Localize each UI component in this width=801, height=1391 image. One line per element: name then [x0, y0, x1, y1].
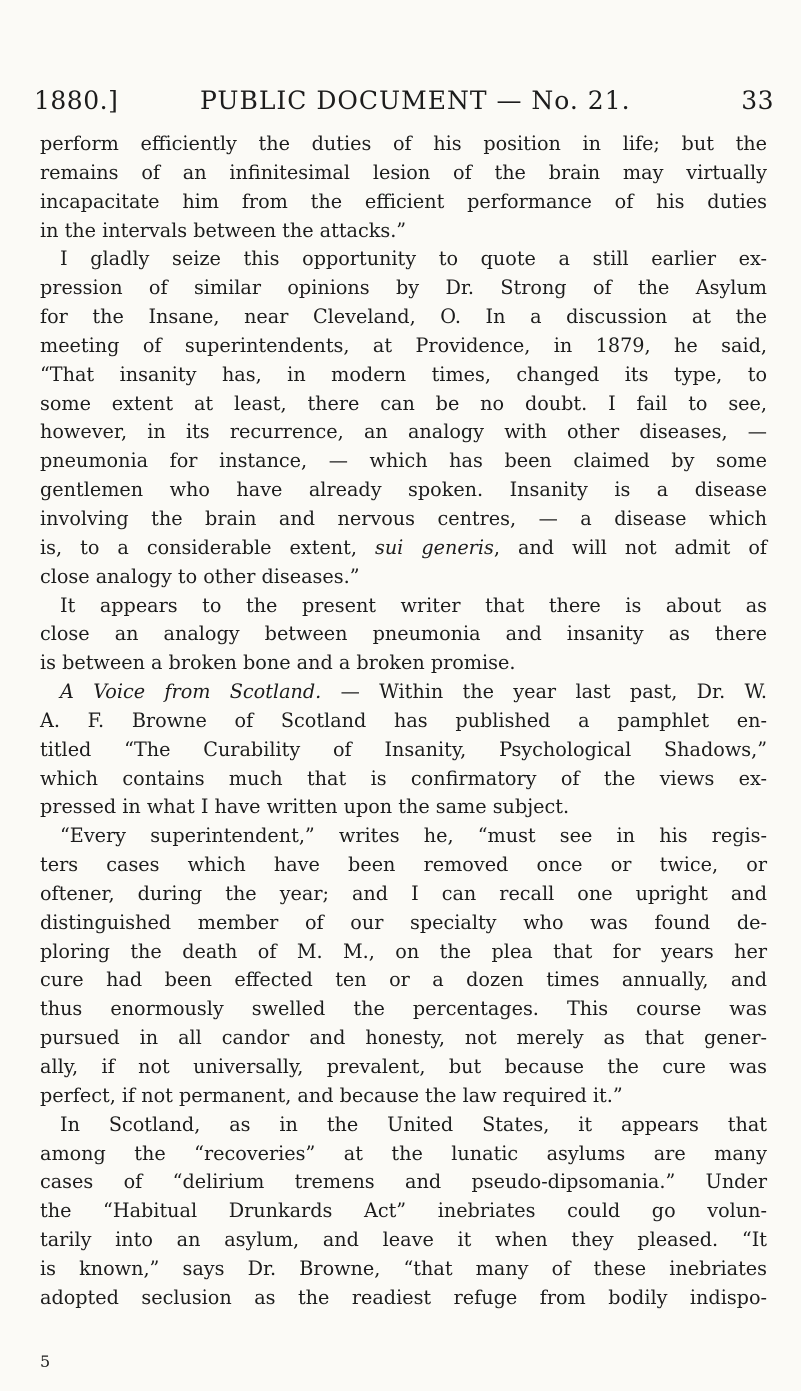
text-line: however, in its recurrence, an analogy with other diseases, —: [40, 420, 767, 444]
text-line: the “Habitual Drunkards Act” inebriates could go volun-: [40, 1199, 767, 1223]
text-line: ploring the death of M. M., on the plea that for years her: [40, 939, 767, 963]
text-line: thus enormously swelled the percentages. This course was: [40, 997, 767, 1021]
text-line: some extent at least, there can be no doubt. I fail to see,: [40, 391, 767, 415]
text-line: tarily into an asylum, and leave it when they pleased. “It: [40, 1228, 767, 1252]
text-line: incapacitate him from the efficient performance of his duties: [40, 189, 767, 213]
text-line: adopted seclusion as the readiest refuge from bodily indispo-: [40, 1285, 767, 1309]
text-line: pursued in all candor and honesty, not merely as that gener-: [40, 1026, 767, 1050]
text-line: [40, 678, 767, 707]
text-line: A. F. Browne of Scotland has published a pamphlet en-: [40, 708, 767, 732]
text-line: ters cases which have been removed once or twice, or: [40, 853, 767, 877]
text-line: involving the brain and nervous centres, — a disease which: [40, 506, 767, 530]
text-line: close analogy to other diseases.”: [40, 564, 360, 588]
header-title: PUBLIC DOCUMENT — No. 21.: [200, 86, 631, 115]
text-line: cases of “delirium tremens and pseudo-dipsomania.” Under: [40, 1170, 767, 1194]
text-line: meeting of superintendents, at Providence, in 1879, he said,: [40, 333, 767, 357]
text-line: titled “The Curability of Insanity, Psychological Shadows,”: [40, 737, 767, 761]
text-line: pneumonia for instance, — which has been claimed by some: [40, 449, 767, 473]
text-line: remains of an infinitesimal lesion of the brain may virtually: [40, 160, 767, 184]
text-line: is between a broken bone and a broken promise.: [40, 651, 516, 675]
text-line: It appears to the present writer that there is about as: [60, 593, 767, 617]
text-line: cure had been effected ten or a dozen times annually, and: [40, 968, 767, 992]
text-line: close an analogy between pneumonia and insanity as there: [40, 622, 767, 646]
header-year: 1880.]: [34, 86, 119, 115]
text-segment: is, to a considerable extent,: [40, 535, 357, 559]
section-heading: A Voice from Scotland.: [60, 680, 322, 704]
text-line: in the intervals between the attacks.”: [40, 218, 407, 242]
text-line: distinguished member of our specialty who was found de-: [40, 910, 767, 934]
text-line: I gladly seize this opportunity to quote a still earlier ex-: [60, 247, 767, 271]
text-line: pressed in what I have written upon the same subject.: [40, 795, 570, 819]
body-text: [40, 130, 767, 1313]
running-header: [34, 86, 774, 122]
text-line: for the Insane, near Cleveland, O. In a discussion at the: [40, 305, 767, 329]
text-line: pression of similar opinions by Dr. Strong of the Asylum: [40, 276, 767, 300]
text-line: gentlemen who have already spoken. Insanity is a disease: [40, 478, 767, 502]
text-line: is known,” says Dr. Browne, “that many of these inebriates: [40, 1256, 767, 1280]
text-line: “Every superintendent,” writes he, “must see in his regis-: [60, 824, 767, 848]
text-line: “That insanity has, in modern times, changed its type, to: [40, 362, 767, 386]
text-line: perform efficiently the duties of his position in life; but the: [40, 132, 767, 155]
text-line: [40, 534, 767, 563]
text-line: among the “recoveries” at the lunatic asylums are many: [40, 1141, 767, 1165]
text-segment: , and will not admit of: [493, 535, 767, 559]
text-line: perfect, if not permanent, and because the law required it.”: [40, 1083, 623, 1107]
text-line: which contains much that is confirmatory of the views ex-: [40, 766, 767, 790]
page-number: 33: [741, 86, 774, 115]
italic-phrase: sui generis: [374, 535, 494, 559]
signature-mark: 5: [40, 1352, 51, 1371]
text-line: ally, if not universally, prevalent, but because the cure was: [40, 1055, 767, 1078]
text-segment: — Within the year last past, Dr. W.: [321, 680, 767, 704]
text-line: oftener, during the year; and I can recall one upright and: [40, 881, 767, 905]
text-line: In Scotland, as in the United States, it appears that: [60, 1112, 767, 1136]
